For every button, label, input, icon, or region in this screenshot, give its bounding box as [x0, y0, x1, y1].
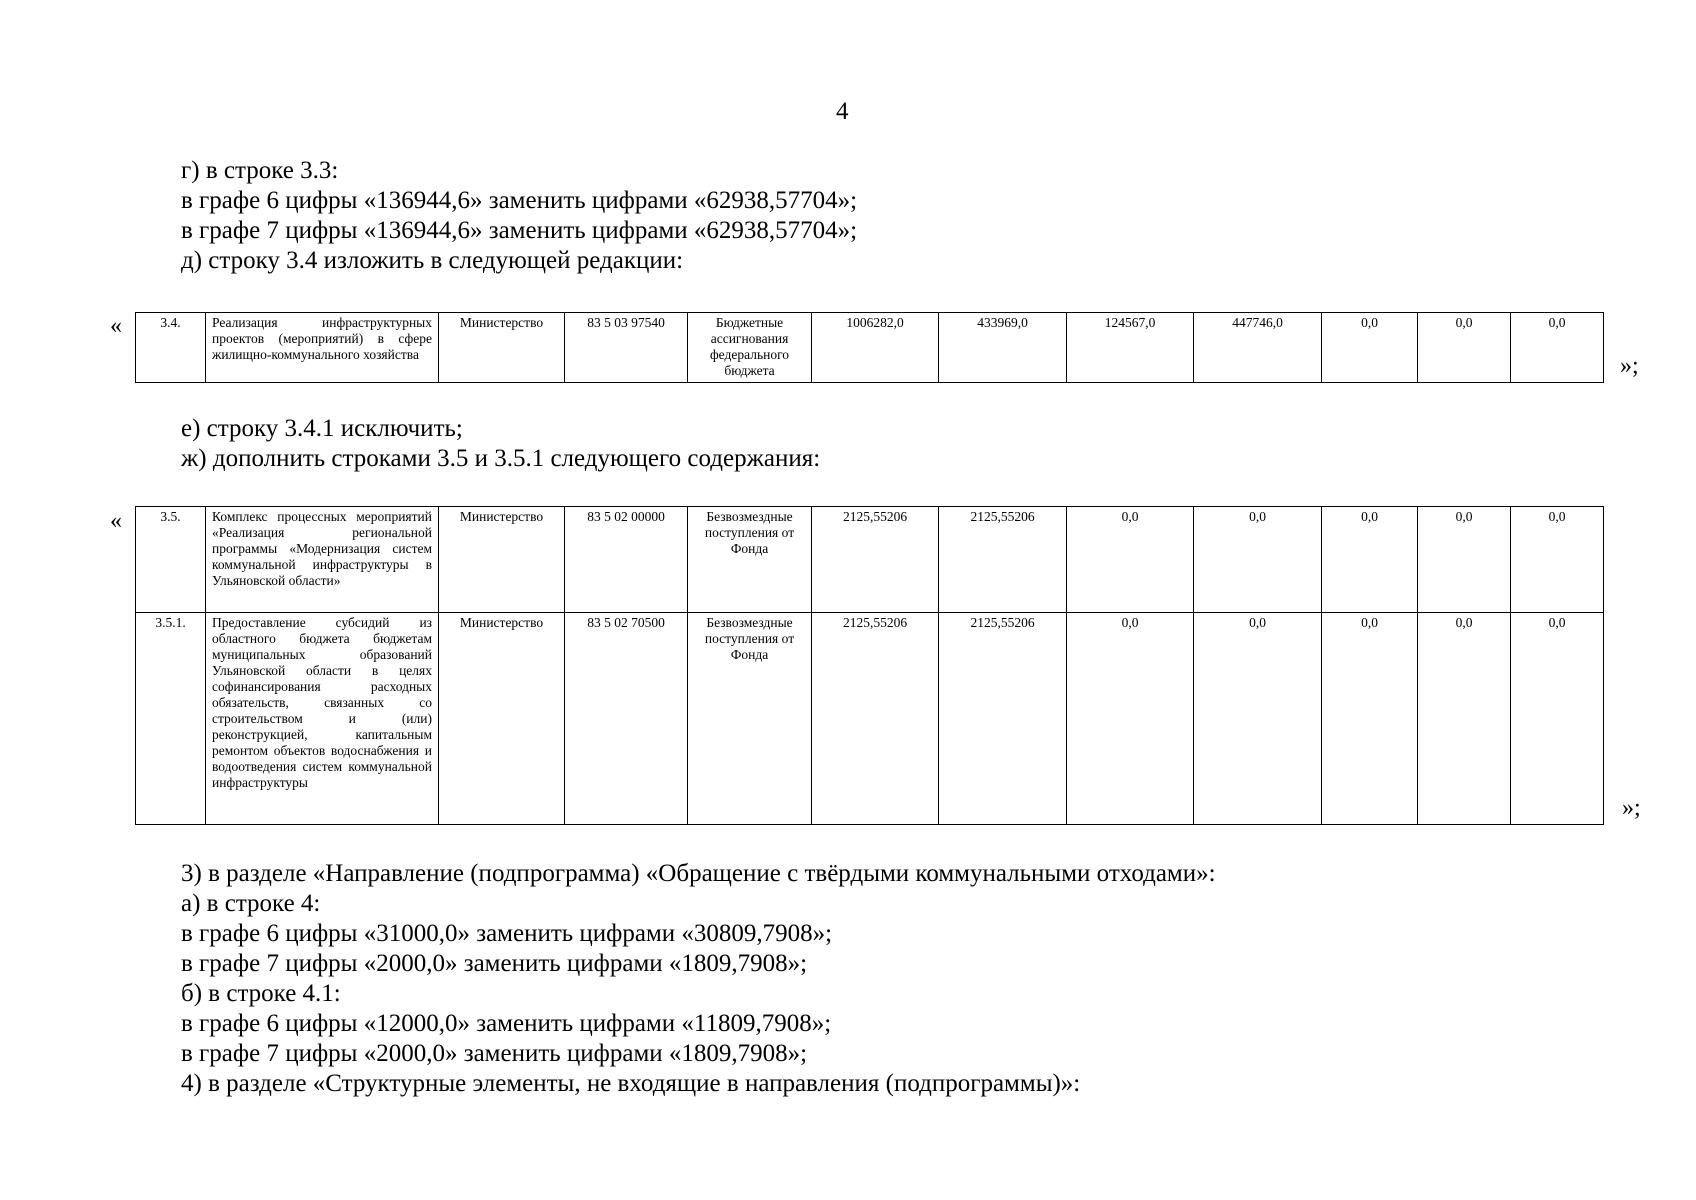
- row-value: 0,0: [1322, 507, 1418, 613]
- row-name: Комплекс процессных мероприятий «Реализация региональной программы «Модернизация систем коммунальной инфраструктуры в Ульяновской области»: [206, 507, 439, 613]
- row-value: 0,0: [1067, 507, 1194, 613]
- row-value: 0,0: [1511, 313, 1604, 383]
- row-funding-source: Безвозмездные поступления от Фонда: [688, 507, 812, 613]
- row-value: 124567,0: [1067, 313, 1194, 383]
- row-value: 0,0: [1511, 613, 1604, 825]
- row-funding-source: Безвозмездные поступления от Фонда: [688, 613, 812, 825]
- row-value: 0,0: [1322, 313, 1418, 383]
- row-value: 0,0: [1418, 507, 1511, 613]
- text-line: а) в строке 4:: [181, 890, 321, 917]
- table-row: [136, 507, 1604, 613]
- row-value: 2125,55206: [939, 613, 1067, 825]
- closing-quote: »;: [1620, 353, 1639, 379]
- row-responsible: Министерство: [439, 613, 565, 825]
- text-line: е) строку 3.4.1 исключить;: [181, 415, 463, 442]
- row-value-total: 1006282,0: [812, 313, 939, 383]
- row-value: 0,0: [1418, 313, 1511, 383]
- text-line: в графе 7 цифры «2000,0» заменить цифрами «1809,7908»;: [181, 950, 808, 977]
- page-number: 4: [836, 98, 849, 125]
- row-code: 83 5 02 70500: [565, 613, 688, 825]
- table-row: [136, 313, 1604, 383]
- row-responsible: Министерство: [439, 507, 565, 613]
- text-line: в графе 6 цифры «31000,0» заменить цифрами «30809,7908»;: [181, 920, 833, 947]
- text-line: 3) в разделе «Направление (подпрограмма) «Обращение с твёрдыми коммунальными отходами»:: [181, 860, 1216, 887]
- table-row: [136, 613, 1604, 825]
- row-value: 0,0: [1322, 613, 1418, 825]
- row-value: 0,0: [1511, 507, 1604, 613]
- row-value: 447746,0: [1194, 313, 1322, 383]
- row-value: 0,0: [1194, 507, 1322, 613]
- row-code: 83 5 02 00000: [565, 507, 688, 613]
- opening-quote: «: [110, 508, 122, 534]
- text-line: в графе 7 цифры «2000,0» заменить цифрами «1809,7908»;: [181, 1040, 808, 1067]
- row-number: 3.4.: [136, 313, 206, 383]
- table-row-3-4: [135, 312, 1604, 383]
- row-value: 2125,55206: [939, 507, 1067, 613]
- row-number: 3.5.1.: [136, 613, 206, 825]
- amendment-block-3: [181, 859, 1216, 1099]
- text-line: в графе 6 цифры «136944,6» заменить цифрами «62938,57704»;: [181, 187, 858, 214]
- text-line: в графе 7 цифры «136944,6» заменить цифрами «62938,57704»;: [181, 217, 858, 244]
- row-funding-source: Бюджетные ассигнования федерального бюджета: [688, 313, 812, 383]
- text-line: в графе 6 цифры «12000,0» заменить цифрами «11809,7908»;: [181, 1010, 832, 1037]
- row-name: Реализация инфраструктурных проектов (мероприятий) в сфере жилищно-коммунального хозяйства: [206, 313, 439, 383]
- table-rows-3-5: [135, 506, 1604, 825]
- opening-quote: «: [110, 313, 122, 339]
- row-value: 433969,0: [939, 313, 1067, 383]
- row-value-total: 2125,55206: [812, 507, 939, 613]
- amendment-block-2: [181, 414, 820, 474]
- row-responsible: Министерство: [439, 313, 565, 383]
- row-value-total: 2125,55206: [812, 613, 939, 825]
- amendment-block-1: [181, 156, 857, 276]
- text-line: д) строку 3.4 изложить в следующей редакции:: [181, 247, 684, 274]
- text-line: ж) дополнить строками 3.5 и 3.5.1 следующего содержания:: [181, 445, 821, 472]
- row-value: 0,0: [1067, 613, 1194, 825]
- row-value: 0,0: [1418, 613, 1511, 825]
- text-line: г) в строке 3.3:: [181, 157, 339, 184]
- row-code: 83 5 03 97540: [565, 313, 688, 383]
- row-value: 0,0: [1194, 613, 1322, 825]
- text-line: б) в строке 4.1:: [181, 980, 341, 1007]
- closing-quote: »;: [1622, 795, 1641, 821]
- text-line: 4) в разделе «Структурные элементы, не входящие в направления (подпрограммы)»:: [181, 1070, 1081, 1097]
- row-name: Предоставление субсидий из областного бюджета бюджетам муниципальных образований Ульяновской области в целях софинансирования расходных обязательств, связанных со строительством и (или) реконструкцией, капитальным ремонтом объектов водоснабжения и водоотведения систем коммунальной инфраструктуры: [206, 613, 439, 825]
- row-number: 3.5.: [136, 507, 206, 613]
